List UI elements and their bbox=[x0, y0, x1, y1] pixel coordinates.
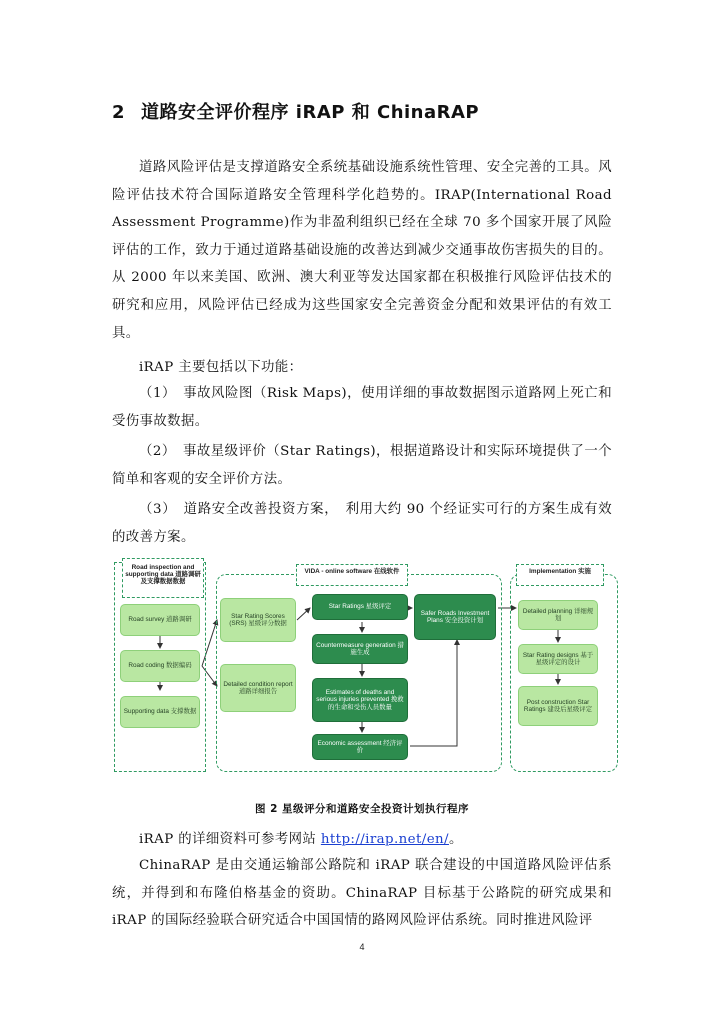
box-post-construction-star-ratings: Post construction Star Ratings 建设后星级评定 bbox=[518, 686, 598, 726]
box-detailed-condition-report: Detailed condition report 道路详细报告 bbox=[220, 664, 296, 712]
box-road-survey: Road survey 道路调研 bbox=[120, 604, 200, 636]
section-heading bbox=[112, 98, 479, 124]
group-implementation-header: Implementation 实施 bbox=[529, 568, 591, 575]
box-supporting-data: Supporting data 支撑数据 bbox=[120, 696, 200, 728]
box-detailed-planning: Detailed planning 详细规划 bbox=[518, 600, 598, 630]
box-star-rating-designs: Star Rating designs 基于星级评定的设计 bbox=[518, 644, 598, 674]
box-estimates-deaths-injuries: Estimates of deaths and serious injuries prevented 挽救的生命和受伤人员数量 bbox=[312, 678, 408, 722]
website-suffix: 。 bbox=[448, 832, 463, 847]
section-number: 2 bbox=[112, 102, 126, 123]
figure-caption: 图 2 星级评分和道路安全投资计划执行程序 bbox=[254, 803, 470, 815]
website-prefix: iRAP 的详细资料可参考网站 bbox=[139, 832, 321, 847]
irap-website-link[interactable]: http://irap.net/en/ bbox=[320, 832, 449, 847]
box-road-coding: Road coding 数据编码 bbox=[120, 650, 200, 682]
function-item-3: （3） 道路安全改善投资方案， 利用大约 90 个经证实可行的方案生成有效的改善方案。 bbox=[112, 502, 612, 545]
box-economic-assessment: Economic assessment 经济评价 bbox=[312, 734, 408, 760]
page-number: 4 bbox=[359, 942, 365, 952]
intro-paragraph: 道路风险评估是支撑道路安全系统基础设施系统性管理、安全完善的工具。风险评估技术符合国际道路安全管理科学化趋势的。IRAP(International Road Assessment Programme)作为非盈利组织已经在全球 70 多个国家开展了风险评估的工作，致力于通过道路基础设施的改善达到减少交通事故伤害损失的目的。从 2000 年以来美国、欧洲、澳大利亚等发达国家都在积极推行风险评估技术的研究和应用，风险评估已经成为这些国家安全完善资金分配和效果评估的有效工具。 bbox=[112, 160, 612, 341]
star-rating-flow-diagram bbox=[112, 558, 620, 776]
box-star-rating-scores: Star Rating Scores (SRS) 星级评分数据 bbox=[220, 598, 296, 642]
group-vida-header: VIDA - online software 在线软件 bbox=[304, 568, 400, 575]
website-reference bbox=[139, 828, 463, 847]
function-item-1: （1） 事故风险图（Risk Maps)，使用详细的事故数据图示道路网上死亡和受伤事故数据。 bbox=[112, 386, 612, 429]
function-item-2: （2） 事故星级评价（Star Ratings)，根据道路设计和实际环境提供了一个简单和客观的安全评价方法。 bbox=[112, 444, 612, 487]
box-star-ratings: Star Ratings 星级评定 bbox=[312, 594, 408, 620]
chinarap-paragraph: ChinaRAP 是由交通运输部公路院和 iRAP 联合建设的中国道路风险评估系统，并得到和布隆伯格基金的资助。ChinaRAP 目标基于公路院的研究成果和 iRAP 的国际经验联合研究适合中国国情的路网风险评估系统。同时推进风险评 bbox=[112, 858, 612, 929]
box-countermeasure-generation: Countermeasure generation 措施生成 bbox=[312, 634, 408, 664]
box-safer-roads-investment-plans: Safer Roads Investment Plans 安全投资计划 bbox=[414, 594, 496, 640]
functions-intro: iRAP 主要包括以下功能： bbox=[139, 360, 303, 375]
section-title: 道路安全评价程序 iRAP 和 ChinaRAP bbox=[141, 102, 480, 123]
group-road-inspection-header: Road inspection and supporting data 道路调研及支撑数据数据 bbox=[125, 564, 201, 585]
